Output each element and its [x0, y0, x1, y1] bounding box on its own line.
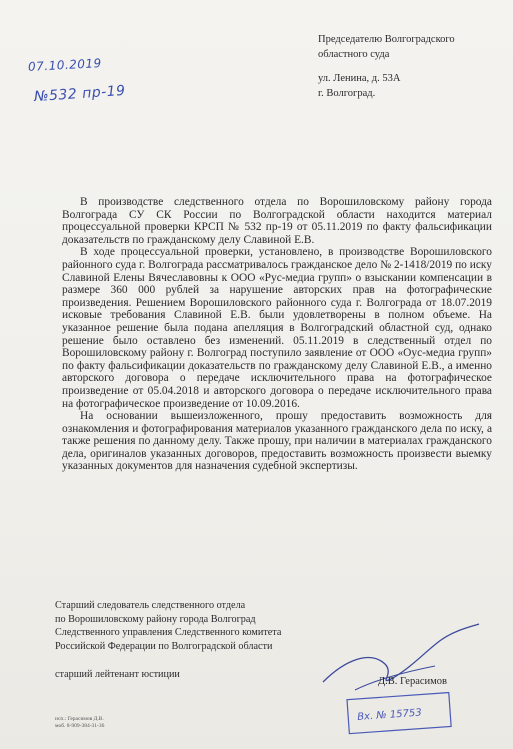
body-paragraph-3: На основании вышеизложенного, прошу предоставить возможность для ознакомления и фотографирования материалов указанного гражданского дела по иску, а также решения по данному делу. Также прошу, при наличии в материалах гражданского дела, оригиналов указанных договоров, предоставить возможность произвести выемку указанных документов для назначения судебной экспертизы. [62, 410, 492, 473]
signatory-line-1: Старший следователь следственного отдела [55, 600, 246, 611]
addressee-court: областного суда [318, 49, 390, 60]
letter-body [62, 196, 492, 473]
executor-phone: моб. 8-909-384-31-36 [55, 723, 105, 729]
addressee-title: Председателю Волгоградского [318, 34, 455, 45]
body-paragraph-1: В производстве следственного отдела по Ворошиловскому району города Волгограда СУ СК России по Волгоградской области находится материал процессуальной проверки КРСП № 532 пр-19 от 05.11.2019 по факту фальсификации доказательств по гражданскому делу Славиной Е.В. [62, 196, 492, 246]
handwritten-signature [315, 620, 485, 700]
incoming-stamp [345, 690, 455, 735]
addressee-city: г. Волгоград. [318, 88, 376, 99]
signatory-name: Д.В. Герасимов [378, 676, 448, 687]
handwritten-number: №532 пр-19 [33, 82, 127, 106]
executor-name: исп.: Герасимов Д.В. [55, 716, 104, 722]
signatory-line-2: по Ворошиловскому району города Волгоград [55, 613, 256, 625]
signatory-line-4: Российской Федерации по Волгоградской области [55, 640, 273, 652]
addressee-street: ул. Ленина, д. 53А [318, 73, 401, 84]
signatory-line-3: Следственного управления Следственного комитета [55, 627, 282, 639]
handwritten-date: 07.10.2019 [27, 56, 103, 74]
signatory-position [55, 599, 355, 653]
body-paragraph-2: В ходе процессуальной проверки, установлено, в производстве Ворошиловского районного суда г. Волгограда рассматривалось гражданское дело № 2-1418/2019 по иску Славиной Елены Вячеславовны к ООО «Рус-медиа групп» о взыскании компенсации в размере 360 000 рублей за нарушение авторских прав на фотографические произведения. Решением Ворошиловского районного суда г. Волгограда от 18.07.2019 исковые требования Славиной Е.В. были удовлетворены в полном объеме. На указанное решение была подана апелляция в Волгоградский областной суд, однако решение было оставлено без изменений. 05.11.2019 в следственный отдел по Ворошиловскому району г. Волгоград поступило заявление от ООО «Оус-медиа групп» по факту фальсификации доказательств по гражданскому делу Славиной Е.В., а именно авторского договора о передаче исключительного права на фотографическое произведение от 05.04.2018 и авторского договора о передаче исключительного права на фотографическое произведение от 10.09.2016. [62, 246, 492, 410]
executor-note [55, 716, 104, 730]
svg-text:Вх. № 15753: Вх. № 15753 [356, 707, 423, 723]
signatory-rank: старший лейтенант юстиции [55, 669, 180, 680]
addressee-block [318, 32, 508, 101]
